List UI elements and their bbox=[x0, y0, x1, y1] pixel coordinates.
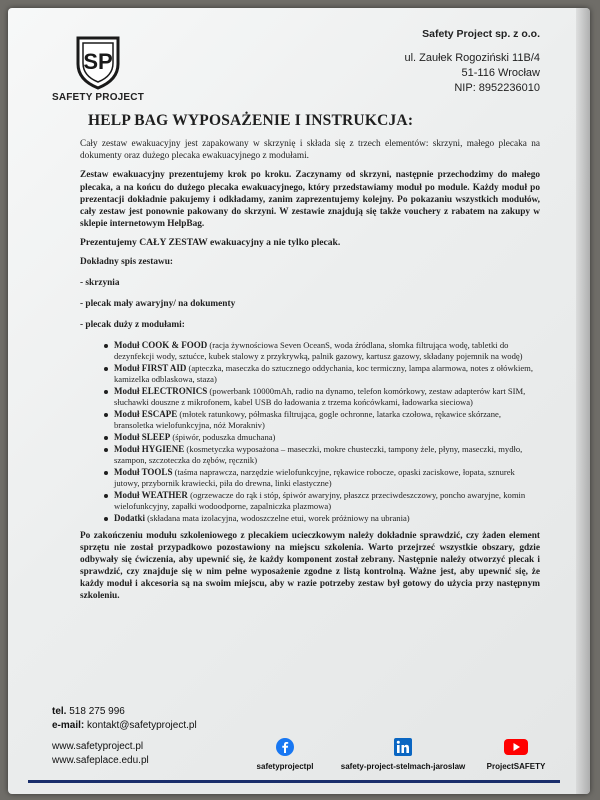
module-desc: (taśma naprawcza, narzędzie wielofunkcyjne, rękawice robocze, opaski zaciskowe, łopata, sznurek jutowy, przybornik krawiecki, piła do drewna, linki elastyczne) bbox=[114, 466, 515, 488]
bullet-icon bbox=[104, 494, 108, 498]
linkedin-label: safety-project-stelmach-jaroslaw bbox=[340, 762, 466, 771]
bullet-icon bbox=[104, 471, 108, 475]
list-item: - plecak duży z modułami: bbox=[80, 319, 185, 330]
module-desc: (składana mata izolacyjna, wodoszczelne etui, worek próżniowy na ubrania) bbox=[145, 512, 410, 523]
email-label: e-mail: bbox=[52, 720, 85, 731]
linkedin-link[interactable] bbox=[328, 738, 478, 771]
document-sheet bbox=[8, 8, 590, 794]
module-desc: (ogrzewacze do rąk i stóp, śpiwór awaryjny, płaszcz przeciwdeszczowy, poncho awaryjne, komin wielofunkcyjny, zapałki wodoodporne, zapalniczka plazmowa) bbox=[114, 489, 526, 511]
shield-logo-icon bbox=[74, 34, 122, 90]
footer-divider bbox=[28, 780, 560, 783]
address-city: 51-116 Wrocław bbox=[461, 67, 540, 79]
youtube-label: ProjectSAFETY bbox=[486, 762, 546, 771]
module-name: Moduł COOK & FOOD bbox=[114, 339, 208, 350]
contact-block bbox=[52, 705, 197, 733]
linkedin-icon bbox=[394, 738, 412, 756]
youtube-link[interactable] bbox=[476, 738, 556, 771]
presentation-paragraph: Zestaw ewakuacyjny prezentujemy krok po kroku. Zaczynamy od skrzyni, następnie przechodzimy do małego plecaka, a na końcu do dużego plecaka ewakuacyjnego, który przedstawiamy moduł po module. Każdy moduł po prezentacji dokładnie pakujemy i odkładamy, zanim zaprezentujemy kolejny. Po pokazaniu wszystkich modułów, cały zestaw jest ponownie pakowany do skrzyni. W zestawie znajdują się także vouchery z rabatem na zakupy w sklepie internetowym HelpBag. bbox=[80, 170, 540, 230]
module-desc: (racja żywnościowa Seven OceanS, woda źródlana, słomka filtrująca wodę, tabletki do dezynfekcji wody, sztućce, kubek stalowy z przykrywką, palnik gazowy, kartusz gazowy, składany pojemnik na wodę) bbox=[114, 339, 523, 361]
address-street: ul. Zaułek Rogoziński 11B/4 bbox=[404, 52, 540, 64]
module-desc: (śpiwór, poduszka dmuchana) bbox=[170, 431, 276, 442]
bullet-icon bbox=[104, 448, 108, 452]
list-heading: Dokładny spis zestawu: bbox=[80, 256, 173, 267]
summary-paragraph: Po zakończeniu modułu szkoleniowego z plecakiem ucieczkowym należy dokładnie sprawdzić, czy żaden element sprzętu nie został przypadkowo pozostawiony na miejscu szkolenia. Warto przejrzeć wszystkie obszary, gdzie odbywały się ćwiczenia, aby upewnić się, że każdy komponent został zebrany. Następnie należy otworzyć plecak i sprawdzić, czy znajduje się w nim pełne wyposażenie zgodne z listą kontrolną. Ważne jest, aby upewnić się, że każdy moduł i akcesoria są na swoim miejscu, aby w razie potrzeby zestaw był gotowy do użycia przy następnym szkoleniu. bbox=[80, 530, 540, 601]
module-item bbox=[104, 444, 540, 466]
sheet-edge bbox=[576, 8, 590, 794]
bullet-icon bbox=[104, 344, 108, 348]
module-item bbox=[104, 490, 540, 512]
module-item bbox=[104, 513, 540, 524]
bullet-icon bbox=[104, 390, 108, 394]
module-item bbox=[104, 386, 540, 408]
module-name: Moduł HYGIENE bbox=[114, 443, 185, 454]
bullet-icon bbox=[104, 517, 108, 521]
module-item bbox=[104, 432, 540, 443]
lead-paragraph: Prezentujemy CAŁY ZESTAW ewakuacyjny a nie tylko plecak. bbox=[80, 237, 341, 249]
facebook-label: safetyprojectpl bbox=[256, 762, 314, 771]
module-desc: (młotek ratunkowy, półmaska filtrująca, gogle ochronne, latarka czołowa, rękawice skórzane, bransoletka wielofunkcyjna, nóż Morakniv) bbox=[114, 408, 501, 430]
bullet-icon bbox=[104, 436, 108, 440]
module-name: Moduł SLEEP bbox=[114, 431, 171, 442]
facebook-link[interactable] bbox=[230, 738, 340, 771]
module-name: Dodatki bbox=[114, 512, 146, 523]
facebook-icon bbox=[276, 738, 294, 756]
svg-text:SP: SP bbox=[83, 49, 113, 74]
intro-paragraph: Cały zestaw ewakuacyjny jest zapakowany w skrzynię i składa się z trzech elementów: skrzyni, małego plecaka na dokumenty oraz dużego plecaka ewakuacyjnego z modułami. bbox=[80, 139, 540, 162]
tax-id: NIP: 8952236010 bbox=[454, 82, 540, 94]
company-logo bbox=[48, 34, 148, 103]
module-item bbox=[104, 363, 540, 385]
modules-list bbox=[104, 340, 540, 524]
websites-block bbox=[52, 740, 149, 768]
document-title: HELP BAG WYPOSAŻENIE I INSTRUKCJA: bbox=[88, 112, 414, 129]
document-body bbox=[80, 112, 540, 609]
module-desc: (kosmetyczka wyposażona – maseczki, mokre chusteczki, tampony żele, płyny, maseczki, mydło, szampon, szczoteczka do zębów, ręcznik) bbox=[114, 443, 523, 465]
company-info bbox=[404, 28, 540, 96]
module-desc: (powerbank 10000mAh, radio na dynamo, telefon komórkowy, zestaw adapterów kart SIM, słuchawki douszne z mikrofonem, kabel USB do ładowania z trzema końcówkami, ładowarka sieciowa) bbox=[114, 385, 526, 407]
phone-label: tel. bbox=[52, 706, 67, 717]
module-name: Moduł TOOLS bbox=[114, 466, 173, 477]
youtube-icon bbox=[504, 738, 528, 756]
phone-number[interactable]: 518 275 996 bbox=[69, 706, 125, 717]
module-name: Moduł ELECTRONICS bbox=[114, 385, 208, 396]
module-name: Moduł FIRST AID bbox=[114, 362, 187, 373]
module-item bbox=[104, 409, 540, 431]
logo-text: SAFETY PROJECT bbox=[51, 92, 145, 103]
list-item: - plecak mały awaryjny/ na dokumenty bbox=[80, 298, 236, 309]
bullet-icon bbox=[104, 367, 108, 371]
website-link-safeplace[interactable]: www.safeplace.edu.pl bbox=[52, 755, 149, 766]
bullet-icon bbox=[104, 413, 108, 417]
module-item bbox=[104, 340, 540, 362]
company-name: Safety Project sp. z o.o. bbox=[422, 28, 540, 40]
email-address[interactable]: kontakt@safetyproject.pl bbox=[87, 720, 197, 731]
list-item: - skrzynia bbox=[80, 277, 120, 288]
website-link-safetyproject[interactable]: www.safetyproject.pl bbox=[52, 741, 144, 752]
module-name: Moduł ESCAPE bbox=[114, 408, 178, 419]
module-name: Moduł WEATHER bbox=[114, 489, 188, 500]
module-item bbox=[104, 467, 540, 489]
module-desc: (apteczka, maseczka do sztucznego oddychania, koc termiczny, lampa alarmowa, notes z ołówkiem, kamizelka odblaskowa, staza) bbox=[114, 362, 533, 384]
